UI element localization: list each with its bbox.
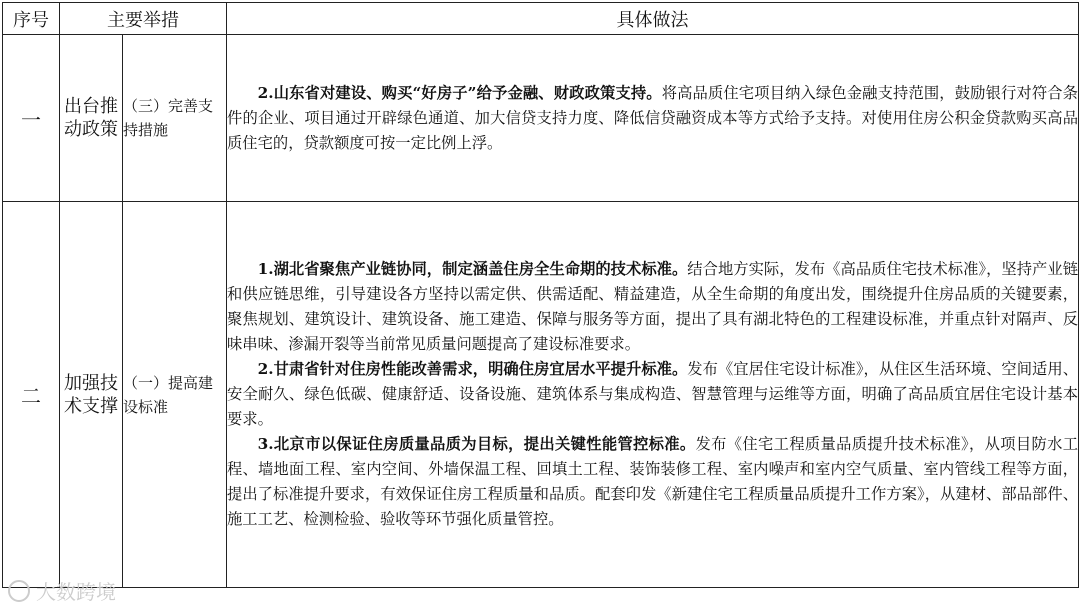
detail-paragraph xyxy=(227,81,1078,156)
row-detail xyxy=(227,202,1079,588)
paragraph-text: 结合地方实际，发布《高品质住宅技术标准》，坚持产业链和供应链思维，引导建设各方坚持以需定供、供需适配、精益建造，从全生命期的角度出发，围绕提升住房品质的关键要素，聚焦规划、建筑设计、建筑设备、施工建造、保障与服务等方面，提出了具有湖北特色的工程建设标准，并重点针对隔声、反味串味、渗漏开裂等当前常见质量问题提高了建设标准要求。 xyxy=(227,260,1078,353)
paragraph-text: 将高品质住宅项目纳入绿色金融支持范围，鼓励银行对符合条件的企业、项目通过开辟绿色通道、加大信贷支持力度、降低信贷融资成本等方式给予支持。对使用住房公积金贷款购买高品质住宅的，贷款额度可按一定比例上浮。 xyxy=(227,83,1078,152)
row-detail xyxy=(227,35,1079,202)
paragraph-text: 发布《住宅工程质量品质提升技术标准》，从项目防水工程、墙地面工程、室内空间、外墙保温工程、回填土工程、装饰装修工程、室内噪声和室内空气质量、室内管线工程等方面，提出了标准提升要求，有效保证住房工程质量和品质。配套印发《新建住宅工程质量品质提升工作方案》，从建材、部品部件、施工工艺、检测检验、验收等环节强化质量管控。 xyxy=(227,435,1078,528)
row-sub-measure: （一）提高建设标准 xyxy=(123,202,227,588)
header-detail: 具体做法 xyxy=(227,3,1079,35)
watermark-logo-icon xyxy=(8,580,30,602)
paragraph-lead: 2.山东省对建设、购买“好房子”给予金融、财政政策支持。 xyxy=(257,83,662,102)
row-seq: 一 xyxy=(3,35,60,202)
paragraph-text: 发布《宜居住宅设计标准》，从住区生活环境、空间适用、安全耐久、绿色低碳、健康舒适、设备设施、建筑体系与集成构造、智慧管理与运维等方面，明确了高品质宜居住宅设计基本要求。 xyxy=(227,360,1078,428)
row-measure: 出台推动政策 xyxy=(60,35,123,202)
paragraph-lead: 3.北京市以保证住房质量品质为目标，提出关键性能管控标准。 xyxy=(257,435,696,453)
row-seq: 二 xyxy=(3,202,60,588)
detail-paragraph xyxy=(227,257,1078,357)
paragraph-lead: 1.湖北省聚焦产业链协同，制定涵盖住房全生命期的技术标准。 xyxy=(257,260,688,278)
detail-paragraph xyxy=(227,432,1078,532)
row-sub-measure: （三）完善支持措施 xyxy=(123,35,227,202)
row-measure: 加强技术支撑 xyxy=(60,202,123,588)
policy-table xyxy=(2,2,1079,588)
paragraph-lead: 2.甘肃省针对住房性能改善需求，明确住房宜居水平提升标准。 xyxy=(257,360,688,378)
header-measure: 主要举措 xyxy=(60,3,227,35)
table-row xyxy=(3,202,1079,588)
detail-paragraph xyxy=(227,357,1078,432)
watermark xyxy=(8,576,116,605)
header-seq: 序号 xyxy=(3,3,60,35)
table-row xyxy=(3,35,1079,202)
header-row xyxy=(3,3,1079,35)
watermark-text: 大数跨境 xyxy=(36,580,116,604)
